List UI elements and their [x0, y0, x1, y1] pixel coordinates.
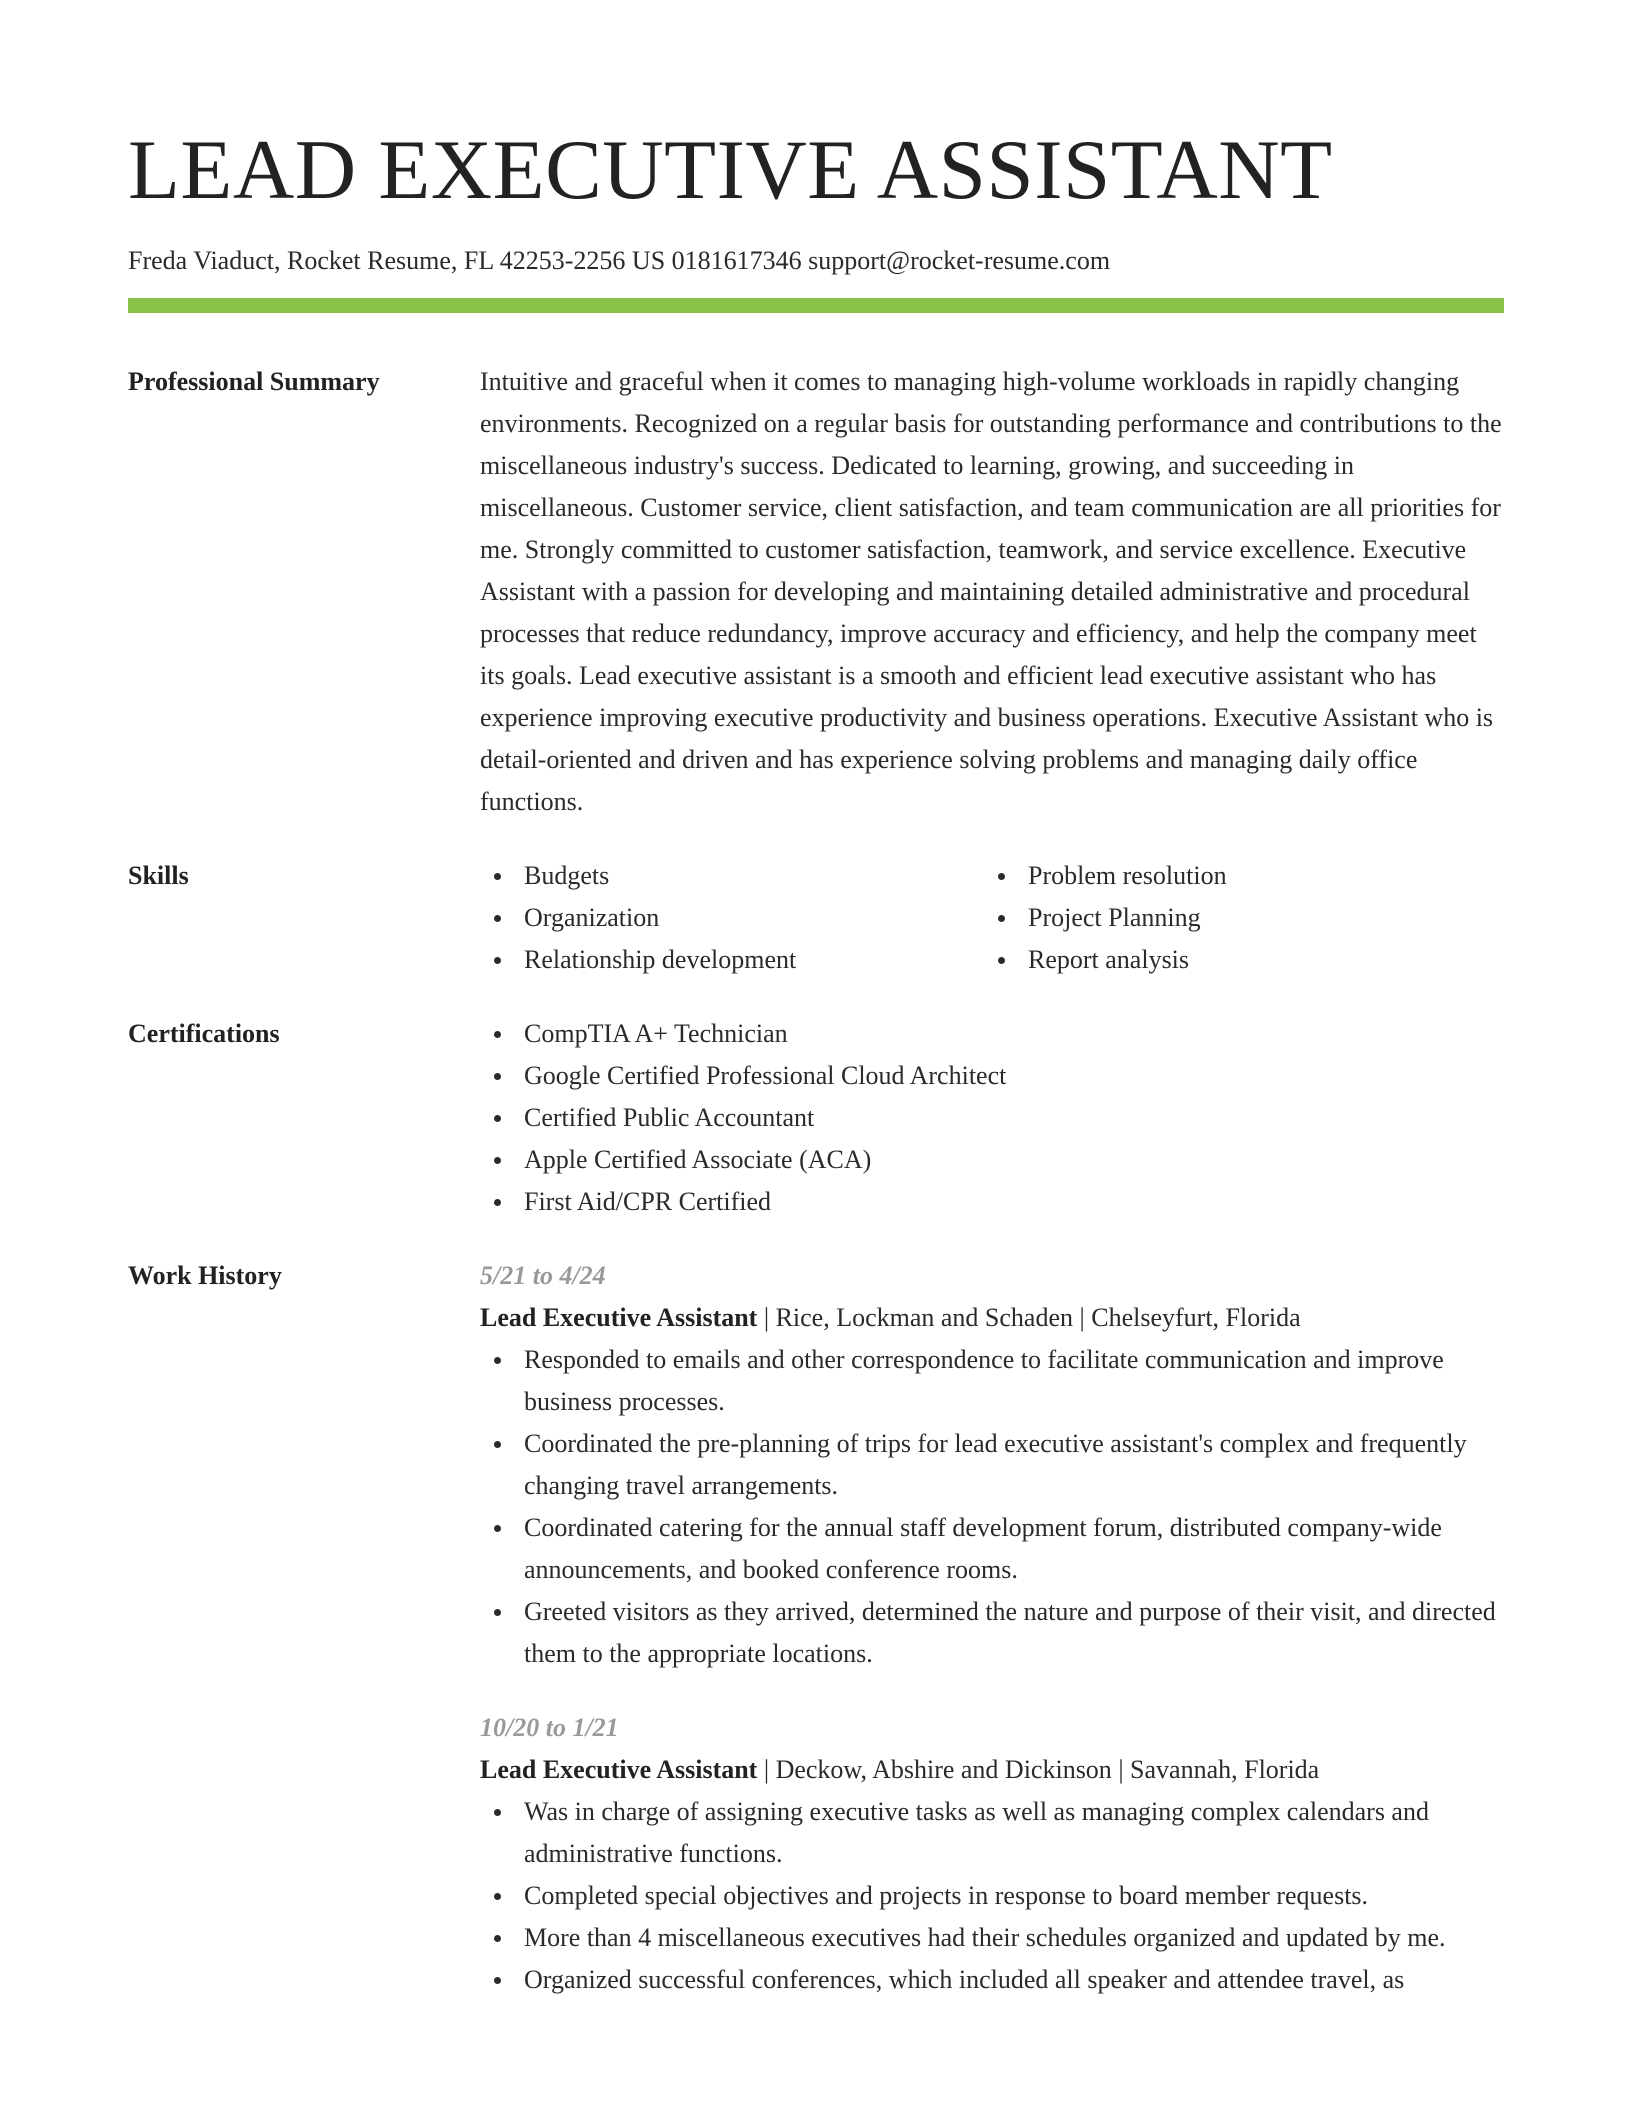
job-duty: Responded to emails and other correspondence to facilitate communication and improve business processes.	[480, 1339, 1504, 1423]
job-entry	[480, 1255, 1504, 1675]
job-heading	[480, 1749, 1504, 1791]
job-duty: Coordinated catering for the annual staff development forum, distributed company-wide announcements, and booked conference rooms.	[480, 1507, 1504, 1591]
certification-item: Apple Certified Associate (ACA)	[480, 1139, 1504, 1181]
job-dates: 10/20 to 1/21	[480, 1713, 619, 1742]
job-dates: 5/21 to 4/24	[480, 1261, 606, 1290]
summary-heading: Professional Summary	[128, 367, 380, 396]
job-entry	[480, 1707, 1504, 2001]
job-duty: Was in charge of assigning executive tasks as well as managing complex calendars and administrative functions.	[480, 1791, 1504, 1875]
certification-item: CompTIA A+ Technician	[480, 1013, 1504, 1055]
job-location: Chelseyfurt, Florida	[1091, 1303, 1301, 1332]
work-history-heading: Work History	[128, 1261, 282, 1290]
header-divider	[128, 298, 1504, 313]
certification-item: Certified Public Accountant	[480, 1097, 1504, 1139]
job-location: Savannah, Florida	[1130, 1755, 1320, 1784]
skill-item: Relationship development	[480, 939, 984, 981]
resume-page	[128, 120, 1504, 2001]
skill-item: Problem resolution	[984, 855, 1504, 897]
skills-section	[128, 855, 1504, 981]
skill-item: Report analysis	[984, 939, 1504, 981]
work-history-section	[128, 1255, 1504, 2001]
certifications-heading: Certifications	[128, 1019, 280, 1048]
job-duty: Coordinated the pre-planning of trips for lead executive assistant's complex and frequently changing travel arrangements.	[480, 1423, 1504, 1507]
job-duties-list	[480, 1791, 1504, 2001]
contact-phone: 0181617346	[671, 246, 802, 275]
job-duty: Completed special objectives and projects in response to board member requests.	[480, 1875, 1504, 1917]
contact-line	[128, 246, 1504, 276]
job-heading	[480, 1297, 1504, 1339]
job-separator: |	[1079, 1303, 1085, 1332]
contact-email: support@rocket-resume.com	[808, 246, 1111, 275]
job-duty: Organized successful conferences, which included all speaker and attendee travel, as	[480, 1959, 1504, 2001]
skills-list	[480, 855, 1504, 981]
job-company: Rice, Lockman and Schaden	[775, 1303, 1074, 1332]
job-duty: Greeted visitors as they arrived, determined the nature and purpose of their visit, and directed them to the appropriate locations.	[480, 1591, 1504, 1675]
job-duty: More than 4 miscellaneous executives had their schedules organized and updated by me.	[480, 1917, 1504, 1959]
job-separator: |	[763, 1755, 770, 1784]
certification-item: Google Certified Professional Cloud Architect	[480, 1055, 1504, 1097]
job-separator: |	[763, 1303, 770, 1332]
skill-item: Project Planning	[984, 897, 1504, 939]
summary-section	[128, 361, 1504, 823]
job-duties-list	[480, 1339, 1504, 1675]
skill-item: Organization	[480, 897, 984, 939]
resume-name: LEAD EXECUTIVE ASSISTANT	[128, 123, 1333, 217]
summary-text: Intuitive and graceful when it comes to managing high-volume workloads in rapidly changing environments. Recognized on a regular basis for outstanding performance and contributions to the miscellaneous industry's success. Dedicated to learning, growing, and succeeding in miscellaneous. Customer service, client satisfaction, and team communication are all priorities for me. Strongly committed to customer satisfaction, teamwork, and service excellence. Executive Assistant with a passion for developing and maintaining detailed administrative and procedural processes that reduce redundancy, improve accuracy and efficiency, and help the company meet its goals. Lead executive assistant is a smooth and efficient lead executive assistant who has experience improving executive productivity and business operations. Executive Assistant who is detail-oriented and driven and has experience solving problems and managing daily office functions.	[480, 367, 1502, 816]
certifications-list	[480, 1013, 1504, 1223]
contact-address: Freda Viaduct, Rocket Resume, FL 42253-2256 US	[128, 246, 666, 275]
skill-item: Budgets	[480, 855, 984, 897]
job-company: Deckow, Abshire and Dickinson	[775, 1755, 1112, 1784]
job-separator: |	[1118, 1755, 1124, 1784]
job-title: Lead Executive Assistant	[480, 1755, 758, 1784]
certifications-section	[128, 1013, 1504, 1223]
job-title: Lead Executive Assistant	[480, 1303, 758, 1332]
skills-heading: Skills	[128, 861, 189, 890]
certification-item: First Aid/CPR Certified	[480, 1181, 1504, 1223]
